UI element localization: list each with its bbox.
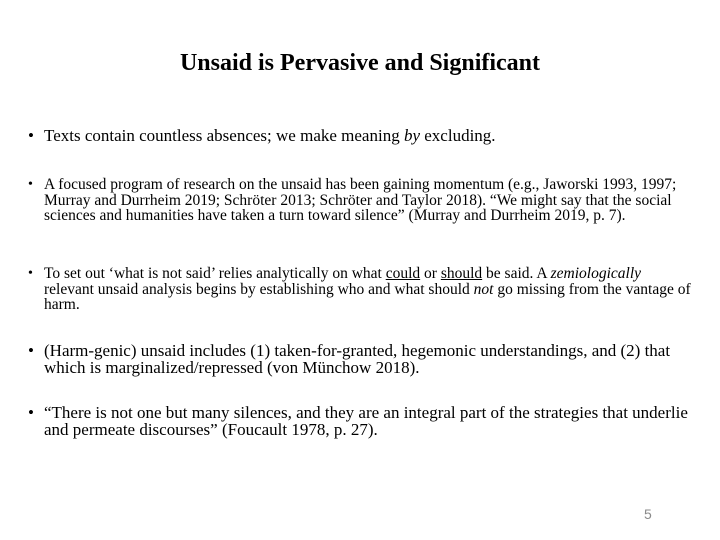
bullet-text: A focused program of research on the unsaid has been gaining momentum (e.g., Jaworski 1993, 1997; Murray and Durrheim 2019; Schröter 2013; Schröter and Taylor 2018). “We might say that the social sciences and humanities have taken a turn toward silence” (Murray and Durrheim 2019, p. 7). bbox=[44, 176, 677, 224]
bullet-marker: • bbox=[28, 266, 33, 281]
page-number: 5 bbox=[644, 506, 652, 522]
bullet-text: “There is not one but many silences, and they are an integral part of the strategies that underlie and permeate discourses” (Foucault 1978, p. 27). bbox=[44, 403, 688, 439]
bullet-harm-genic-unsaid bbox=[28, 342, 693, 376]
bullet-marker: • bbox=[28, 341, 34, 360]
bullet-text: (Harm-genic) unsaid includes (1) taken-for-granted, hegemonic understandings, and (2) that which is marginalized/repressed (von Münchow 2018). bbox=[44, 341, 671, 377]
bullet-marker: • bbox=[28, 403, 34, 422]
bullet-absences bbox=[28, 127, 693, 144]
bullet-marker: • bbox=[28, 177, 33, 192]
bullet-research-program bbox=[28, 177, 693, 224]
bullet-text: Texts contain countless absences; we make meaning by excluding. bbox=[44, 126, 496, 145]
bullet-text: To set out ‘what is not said’ relies analytically on what could or should be said. A zemiologically relevant unsaid analysis begins by establishing who and what should not go missing from the vantage of harm. bbox=[44, 265, 691, 313]
bullet-what-is-not-said bbox=[28, 266, 693, 313]
bullet-foucault-quote bbox=[28, 404, 693, 438]
slide-title: Unsaid is Pervasive and Significant bbox=[179, 50, 541, 76]
bullet-marker: • bbox=[28, 126, 34, 145]
